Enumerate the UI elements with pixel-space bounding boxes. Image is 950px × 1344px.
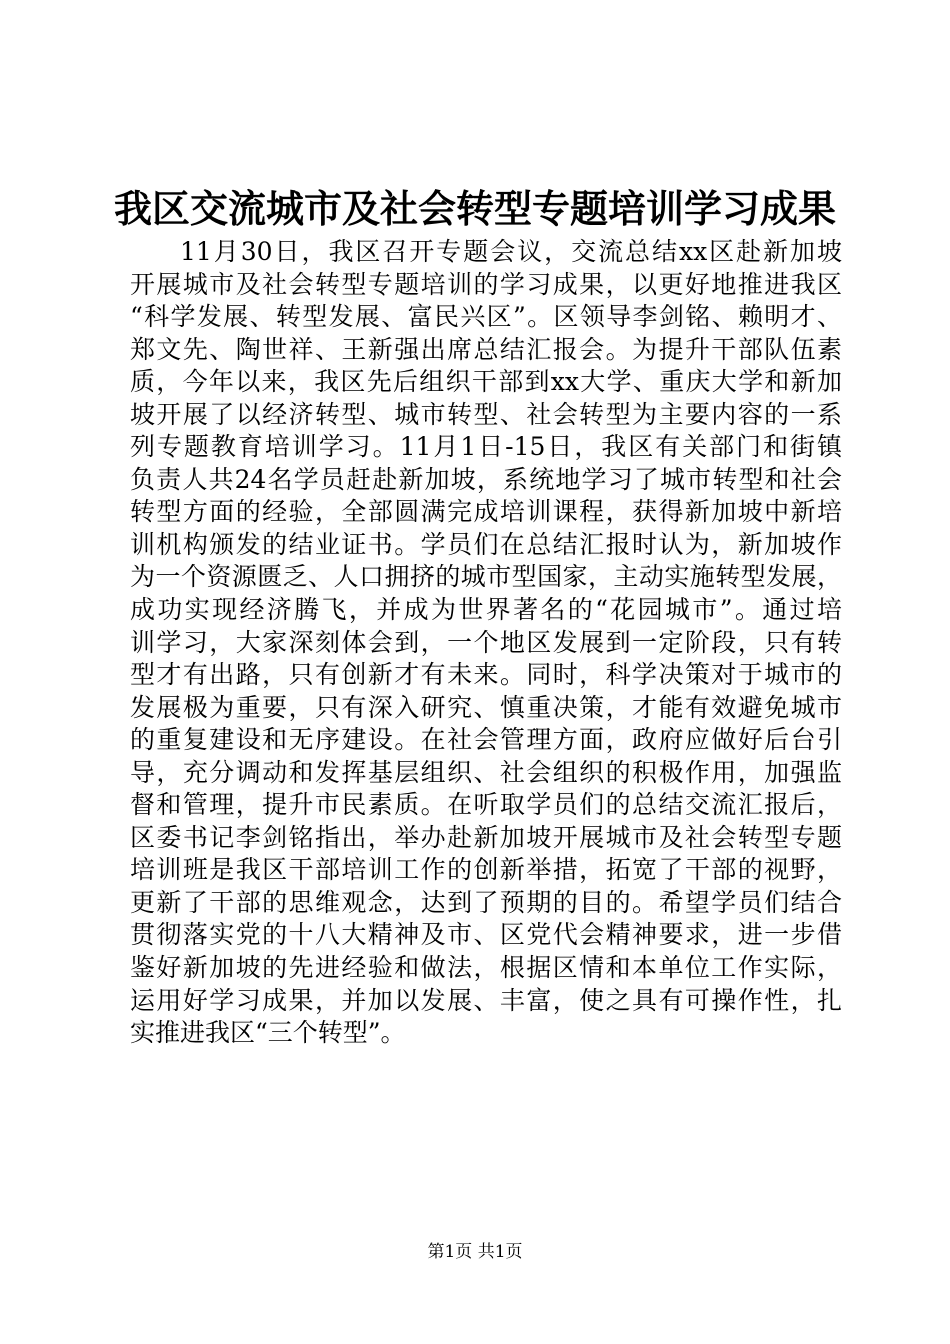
body-line: 督和管理，提升市民素质。在听取学员们的总结交流汇报后， [130,790,842,820]
body-line: 训学习，大家深刻体会到，一个地区发展到一定阶段，只有转 [130,627,842,657]
body-line: 成功实现经济腾飞，并成为世界著名的“花园城市”。通过培 [130,595,842,625]
page-number-footer: 第1页 共1页 [427,1242,523,1262]
body-line: 坡开展了以经济转型、城市转型、社会转型为主要内容的一系 [130,399,842,429]
body-line: 型才有出路，只有创新才有未来。同时，科学决策对于城市的 [130,660,842,690]
body-line: 鉴好新加坡的先进经验和做法，根据区情和本单位工作实际， [130,953,842,983]
body-line: 郑文先、陶世祥、王新强出席总结汇报会。为提升干部队伍素 [130,334,842,364]
body-line: 质，今年以来，我区先后组织干部到xx大学、重庆大学和新加 [130,367,842,397]
body-line: 转型方面的经验，全部圆满完成培训课程，获得新加坡中新培 [130,497,842,527]
document-title: 我区交流城市及社会转型专题培训学习成果 [113,186,836,231]
body-line: 贯彻落实党的十八大精神及市、区党代会精神要求，进一步借 [130,920,842,950]
body-line: “科学发展、转型发展、富民兴区”。区领导李剑铭、赖明才、 [130,302,842,332]
body-line: 区委书记李剑铭指出，举办赴新加坡开展城市及社会转型专题 [130,822,842,852]
body-line: 负责人共24名学员赶赴新加坡，系统地学习了城市转型和社会 [130,464,842,494]
body-line: 培训班是我区干部培训工作的创新举措，拓宽了干部的视野， [130,855,842,885]
body-line: 11月30日，我区召开专题会议，交流总结xx区赴新加坡 [180,237,842,266]
body-line: 更新了干部的思维观念，达到了预期的目的。希望学员们结合 [130,887,842,917]
body-line: 开展城市及社会转型专题培训的学习成果，以更好地推进我区 [130,269,842,299]
body-line: 列专题教育培训学习。11月1日-15日，我区有关部门和街镇 [130,432,842,462]
body-line: 训机构颁发的结业证书。学员们在总结汇报时认为，新加坡作 [130,529,842,559]
body-line: 实推进我区“三个转型”。 [130,1018,406,1048]
body-line: 导，充分调动和发挥基层组织、社会组织的积极作用，加强监 [130,757,842,787]
body-line: 的重复建设和无序建设。在社会管理方面，政府应做好后台引 [130,725,842,755]
body-line: 运用好学习成果，并加以发展、丰富，使之具有可操作性，扎 [130,985,842,1015]
body-line: 为一个资源匮乏、人口拥挤的城市型国家，主动实施转型发展， [130,562,842,592]
body-line: 发展极为重要，只有深入研究、慎重决策，才能有效避免城市 [130,692,842,722]
document-body [130,236,842,1050]
